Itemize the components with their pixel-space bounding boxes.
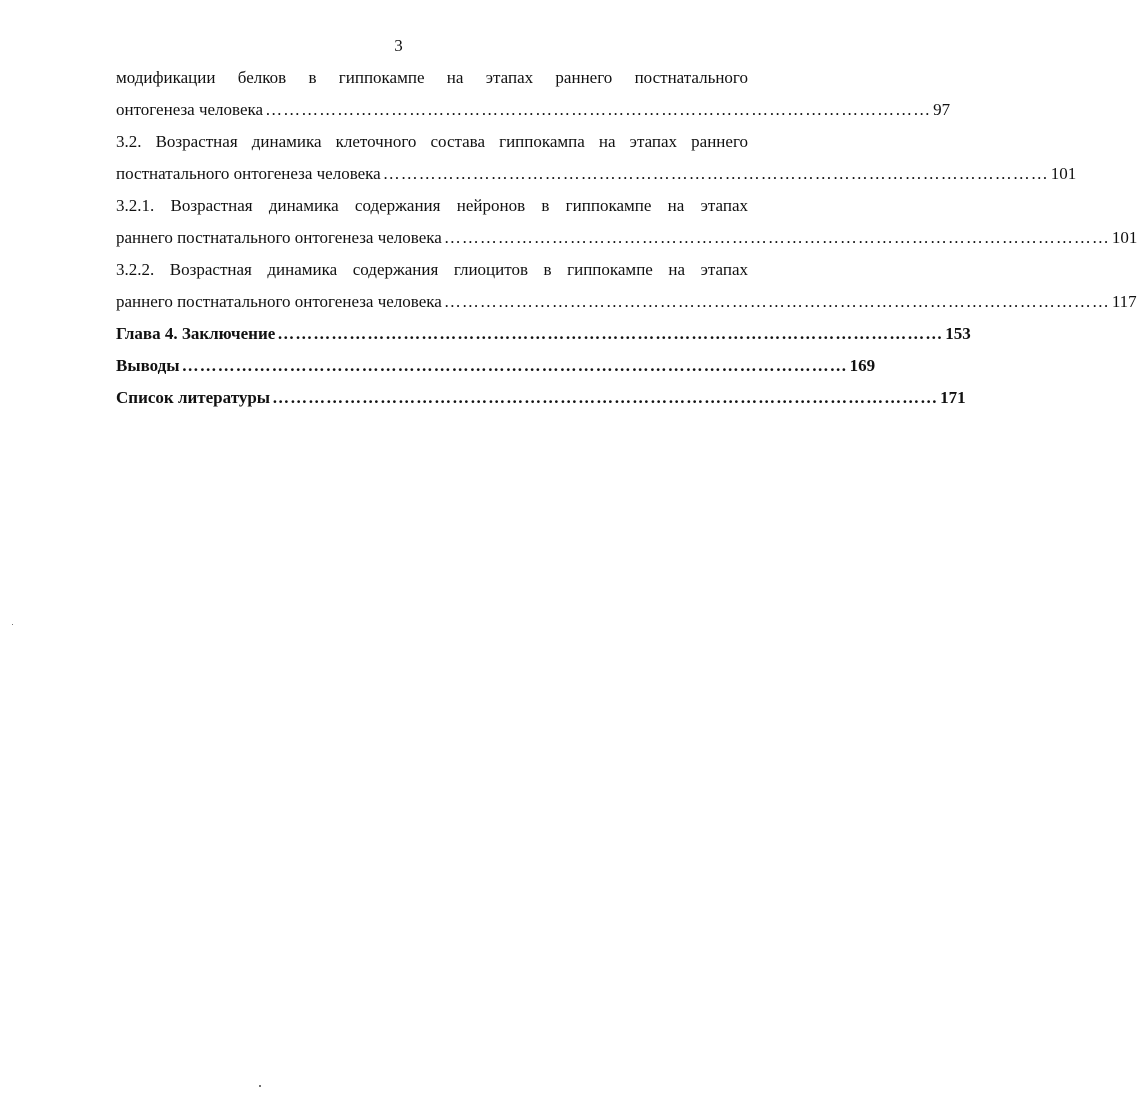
- page-number: 3: [394, 36, 403, 55]
- toc-entry-findings: [116, 350, 876, 382]
- toc-entry-text-line: 3.2. Возрастная динамика клеточного состава гиппокампа на этапах раннего: [116, 132, 748, 151]
- dot-leader: …………………………………………………………………………………………………: [181, 356, 848, 375]
- dot-leader: …………………………………………………………………………………………………: [265, 100, 932, 119]
- toc-page-number: 117: [1111, 292, 1137, 311]
- toc-entry-text-line: онтогенеза человека: [116, 100, 264, 119]
- toc-page-number: 171: [940, 388, 966, 407]
- toc-entry-text-line: 3.2.2. Возрастная динамика содержания глиоцитов в гиппокампе на этапах: [116, 260, 748, 279]
- toc-entry-references: [116, 382, 966, 414]
- toc-page-number: 101: [1050, 164, 1077, 183]
- toc-entry-neurons: [116, 190, 1137, 254]
- toc-entry-leader-line: [116, 286, 1137, 318]
- scan-speck: [12, 624, 13, 625]
- toc-page-number: 153: [945, 324, 971, 343]
- toc-entry-cell-composition: [116, 126, 1077, 190]
- toc-entry-title: Список литературы: [116, 388, 271, 407]
- toc-page-number: 101: [1111, 228, 1137, 247]
- toc-entry-text-line: постнатального онтогенеза человека: [116, 164, 381, 183]
- toc-page-number: 169: [849, 356, 876, 375]
- toc-entry-gliocytes: [116, 254, 1137, 318]
- toc-entry-title: Глава 4. Заключение: [116, 324, 276, 343]
- toc-entry-text-line: 3.2.1. Возрастная динамика содержания нейронов в гиппокампе на этапах: [116, 196, 748, 215]
- dot-leader: …………………………………………………………………………………………………: [272, 388, 939, 407]
- toc-entry-leader-line: [116, 94, 951, 126]
- toc-entry-leader-line: [116, 158, 1077, 190]
- table-of-contents: [116, 62, 1137, 414]
- dot-leader: …………………………………………………………………………………………………: [443, 228, 1110, 247]
- toc-entry-text-line: раннего постнатального онтогенеза человека: [116, 292, 442, 311]
- toc-entry-conclusion: [116, 318, 971, 350]
- dot-leader: …………………………………………………………………………………………………: [443, 292, 1110, 311]
- toc-entry-text-line: модификации белков в гиппокампе на этапах раннего постнатального: [116, 68, 748, 87]
- dot-leader: …………………………………………………………………………………………………: [382, 164, 1049, 183]
- toc-entry-title: Выводы: [116, 356, 180, 375]
- toc-entry-text-line: раннего постнатального онтогенеза человека: [116, 228, 442, 247]
- toc-page-number: 97: [933, 100, 951, 119]
- toc-entry-protein-modification: [116, 62, 951, 126]
- toc-entry-leader-line: [116, 222, 1137, 254]
- scan-speck: [259, 1085, 261, 1087]
- dot-leader: …………………………………………………………………………………………………: [277, 324, 944, 343]
